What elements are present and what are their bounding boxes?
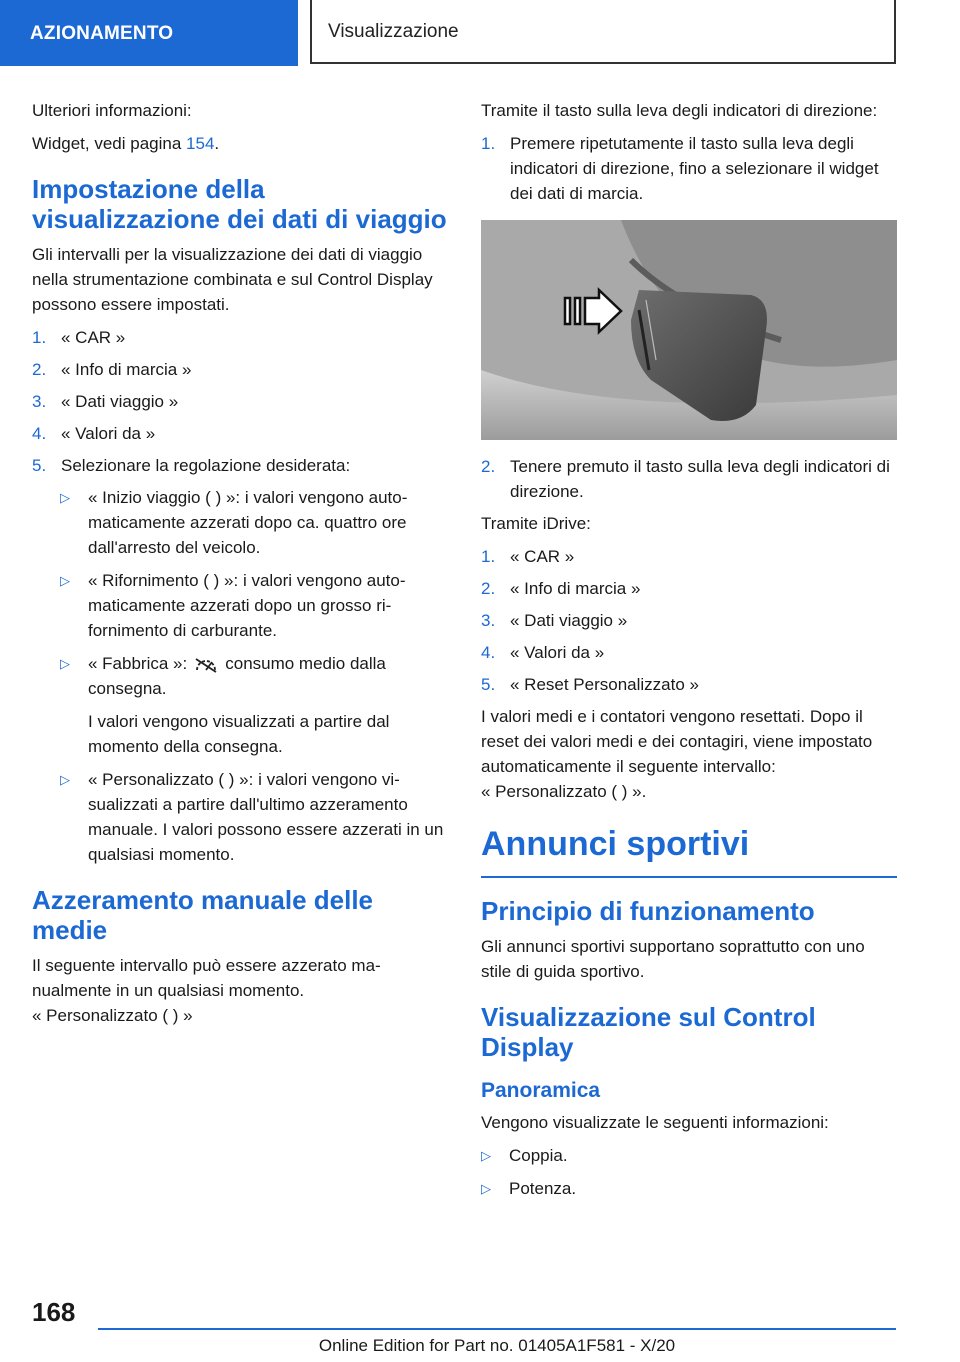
heading-control-display: Visualizzazione sul Control Display: [481, 1002, 816, 1062]
heading-overview: Panoramica: [481, 1079, 601, 1102]
chapter-title: Visualizzazione: [310, 0, 896, 64]
heading-manual-reset: Azzeramento manuale delle medie: [32, 885, 373, 945]
trip-intro: Gli intervalli per la visualizzazione dei dati di viaggio nella strumentazione combinata e sul Control Display possono essere impostati.: [32, 245, 433, 314]
reset-value: « Personalizzato ( ) »: [32, 1006, 193, 1025]
edition-info: Online Edition for Part no. 01405A1F581 - X/20: [318, 1336, 676, 1355]
lever-illustration: [481, 220, 897, 440]
list-item: 4. « Valori da »: [481, 643, 605, 662]
list-item: 5. « Reset Personalizzato »: [481, 675, 699, 694]
bullet-icon: ▷: [481, 1181, 491, 1196]
widget-reference: Widget, vedi pagina 154.: [32, 134, 220, 153]
list-item: 1. Premere ripetutamente il tasto sulla leva degli indicatori di direzione, fino a selezionare il widget dei dati di marcia.: [481, 134, 879, 203]
heading-sport-displays: Annunci sportivi: [481, 824, 897, 878]
list-item: 5. Selezionare la regolazione desiderata:: [32, 456, 351, 475]
bullet-icon: ▷: [60, 772, 70, 787]
list-item: 1. « CAR »: [481, 547, 575, 566]
bullet-icon: ▷: [60, 573, 70, 588]
option-factory: ▷ « Fabbrica »: consumo medio dalla consegna.: [60, 651, 448, 701]
trip-steps: [32, 325, 448, 478]
principle-text: Gli annunci sportivi supportano soprattutto con uno stile di guida sportivo.: [481, 937, 865, 981]
list-item: 4. « Valori da »: [32, 424, 156, 443]
page-number: 168: [32, 1297, 76, 1327]
bullet-icon: ▷: [60, 656, 70, 671]
left-column: [32, 98, 448, 1036]
list-item: 1. « CAR »: [32, 328, 126, 347]
overview-text: Vengono visualizzate le seguenti informazioni:: [481, 1113, 829, 1132]
list-item: ▷ Coppia.: [481, 1143, 897, 1168]
option-custom: ▷ « Personalizzato ( ) »: i valori vengono visualizzati a partire dall'ultimo azzeramento manuale. I valori possono essere azzerati in un qualsiasi momento.: [60, 767, 448, 867]
list-item: 3. « Dati viaggio »: [32, 392, 179, 411]
right-column: [481, 98, 897, 1209]
lever-intro: Tramite il tasto sulla leva degli indicatori di direzione:: [481, 101, 878, 120]
idrive-steps: [481, 544, 897, 697]
idrive-intro: Tramite iDrive:: [481, 514, 591, 533]
list-item: 2. « Info di marcia »: [32, 360, 192, 379]
turn-signal-lever-image: [481, 220, 897, 440]
heading-principle: Principio di funzionamento: [481, 896, 815, 926]
heading-trip-settings: Impostazione della visualizzazione dei dati di viaggio: [32, 174, 447, 234]
bullet-icon: ▷: [60, 490, 70, 505]
list-item: ▷ Potenza.: [481, 1176, 897, 1201]
more-info-label: Ulteriori informazioni:: [32, 101, 192, 120]
list-item: 2. « Info di marcia »: [481, 579, 641, 598]
option-factory-note: I valori vengono visualizzati a partire dal momento della consegna.: [88, 712, 390, 756]
page-link[interactable]: 154: [186, 134, 215, 153]
overview-list: [481, 1143, 897, 1201]
footer-divider: [98, 1328, 896, 1330]
interval-options: [60, 485, 448, 867]
section-tab: AZIONAMENTO: [0, 0, 298, 66]
option-refuel: ▷ « Rifornimento ( ) »: i valori vengono automaticamente azzerati dopo un grosso rifornimento di carburante.: [60, 568, 448, 643]
page-header: [0, 0, 960, 66]
reset-result-value: « Personalizzato ( ) ».: [481, 782, 647, 801]
factory-settings-icon: [193, 656, 219, 674]
reset-text: Il seguente intervallo può essere azzerato manualmente in un qualsiasi momento.: [32, 956, 381, 1000]
option-trip-start: ▷ « Inizio viaggio ( ) »: i valori vengono automaticamente azzerati dopo ca. quattro ore dall'arresto del veicolo.: [60, 485, 448, 560]
list-item: 3. « Dati viaggio »: [481, 611, 628, 630]
bullet-icon: ▷: [481, 1148, 491, 1163]
list-item: 2. Tenere premuto il tasto sulla leva degli indicatori di direzione.: [481, 457, 890, 501]
reset-result: I valori medi e i contatori vengono resettati. Dopo il reset dei valori medi e dei contagiri, viene impostato automaticamente il seguente intervallo:: [481, 707, 873, 776]
